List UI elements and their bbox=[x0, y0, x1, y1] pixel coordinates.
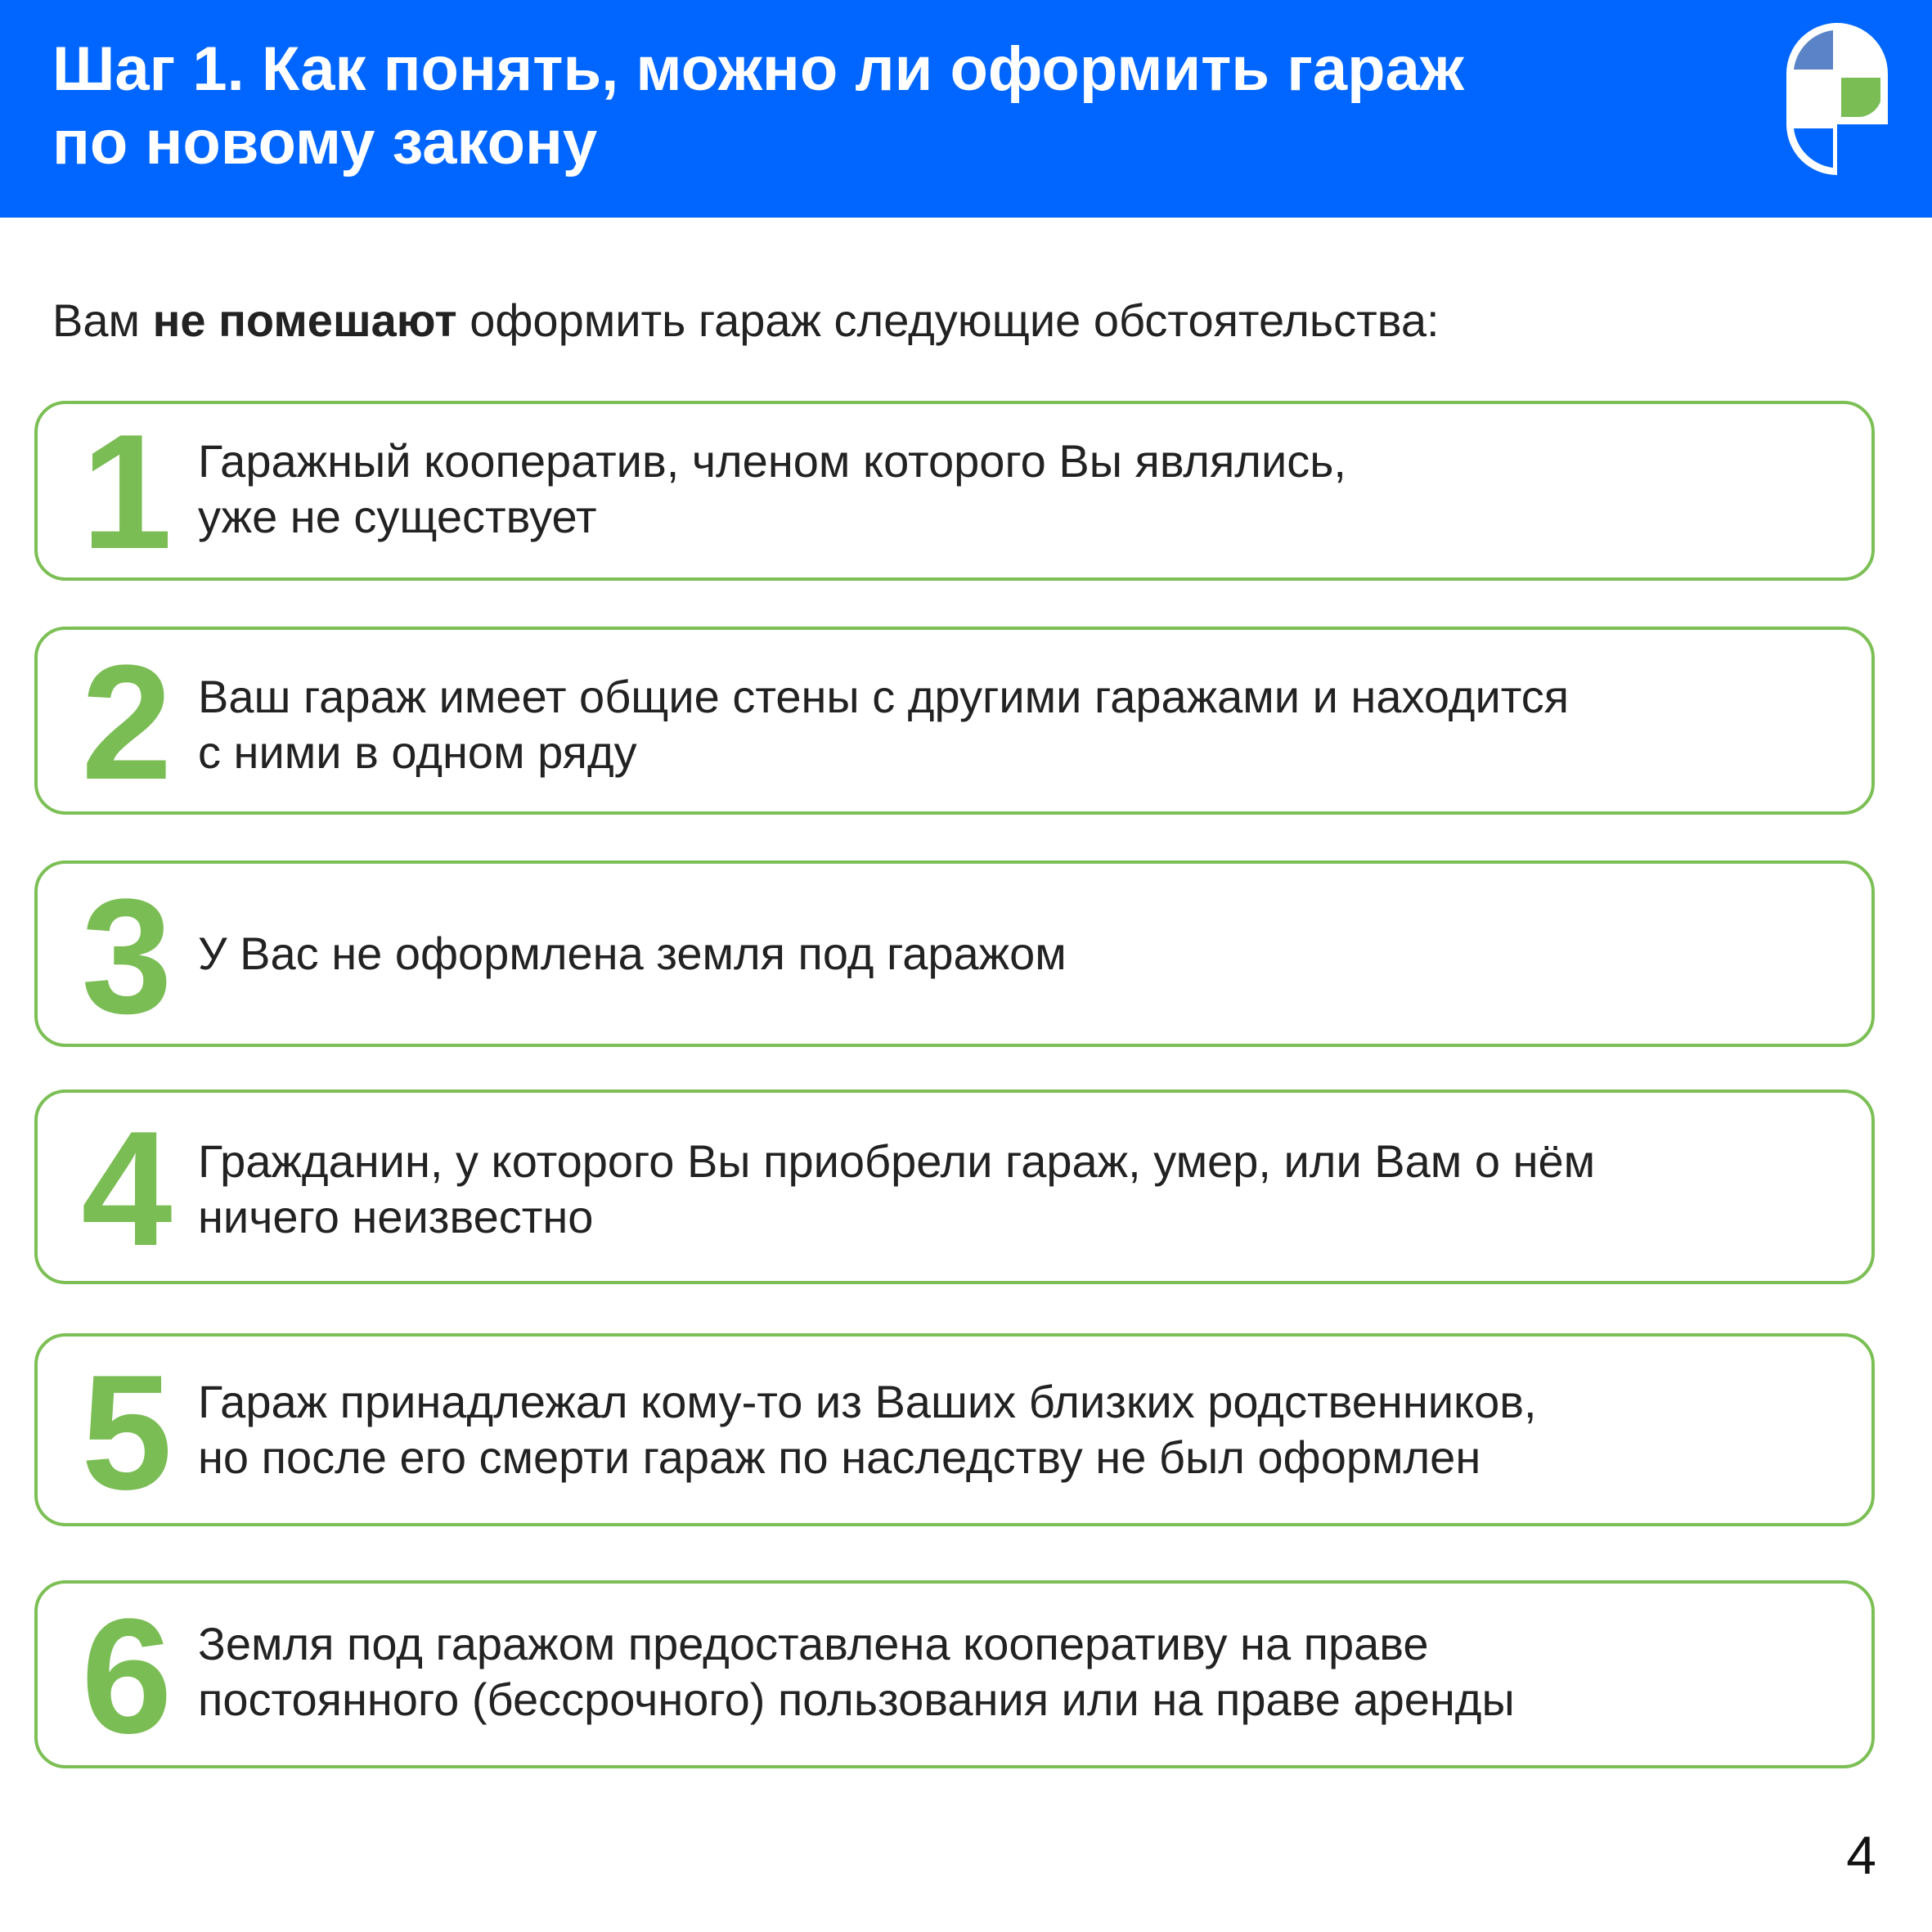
item-text bbox=[198, 669, 1839, 780]
item-text-line-1: Гаражный кооператив, членом которого Вы являлись, bbox=[198, 435, 1346, 487]
item-text-line-1: Земля под гаражом предоставлена кооперативу на праве bbox=[198, 1618, 1429, 1669]
item-number: 3 bbox=[81, 865, 173, 1048]
item-text bbox=[198, 926, 1839, 982]
item-text-line-1: Гражданин, у которого Вы приобрели гараж, умер, или Вам о нём bbox=[198, 1135, 1596, 1187]
list-item bbox=[34, 1333, 1875, 1526]
list-item bbox=[34, 1580, 1875, 1768]
intro-text bbox=[52, 288, 1868, 353]
page-number: 4 bbox=[1846, 1825, 1876, 1885]
item-text-line-2: уже не существует bbox=[198, 491, 597, 542]
item-text-line-2: но после его смерти гараж по наследству не был оформлен bbox=[198, 1431, 1481, 1483]
intro-text-end: оформить гараж следующие обстоятельства: bbox=[456, 294, 1440, 346]
intro-text-start: Вам bbox=[52, 294, 153, 346]
page-title-line-2: по новому закону bbox=[52, 108, 598, 177]
item-number: 1 bbox=[81, 401, 173, 583]
item-text-line-2: постоянного (бессрочного) пользования или на праве аренды bbox=[198, 1674, 1515, 1725]
item-text bbox=[198, 434, 1839, 545]
item-text-line-2: с ними в одном ряду bbox=[198, 726, 637, 778]
item-text-line-2: ничего неизвестно bbox=[198, 1191, 594, 1242]
intro-text-bold: не помешают bbox=[152, 294, 457, 346]
list-item bbox=[34, 860, 1875, 1047]
page-title-line-1: Шаг 1. Как понять, можно ли оформить гараж bbox=[52, 34, 1464, 104]
header-banner bbox=[0, 0, 1932, 218]
list-item bbox=[34, 1090, 1875, 1284]
item-number: 6 bbox=[81, 1585, 173, 1768]
item-text-line-1: Гараж принадлежал кому-то из Ваших близких родственников, bbox=[198, 1376, 1537, 1427]
item-text-line-1: У Вас не оформлена земля под гаражом bbox=[198, 928, 1067, 979]
item-number: 4 bbox=[81, 1098, 173, 1280]
item-text bbox=[198, 1616, 1839, 1728]
list-item bbox=[34, 627, 1875, 815]
item-text bbox=[198, 1134, 1839, 1245]
item-text bbox=[198, 1374, 1839, 1485]
item-number: 2 bbox=[81, 631, 173, 814]
page-title bbox=[52, 33, 1688, 180]
rosreestr-logo-icon bbox=[1786, 23, 1888, 175]
item-number: 5 bbox=[81, 1341, 173, 1524]
list-item bbox=[34, 401, 1875, 581]
item-text-line-1: Ваш гараж имеет общие стены с другими гаражами и находится bbox=[198, 671, 1570, 722]
